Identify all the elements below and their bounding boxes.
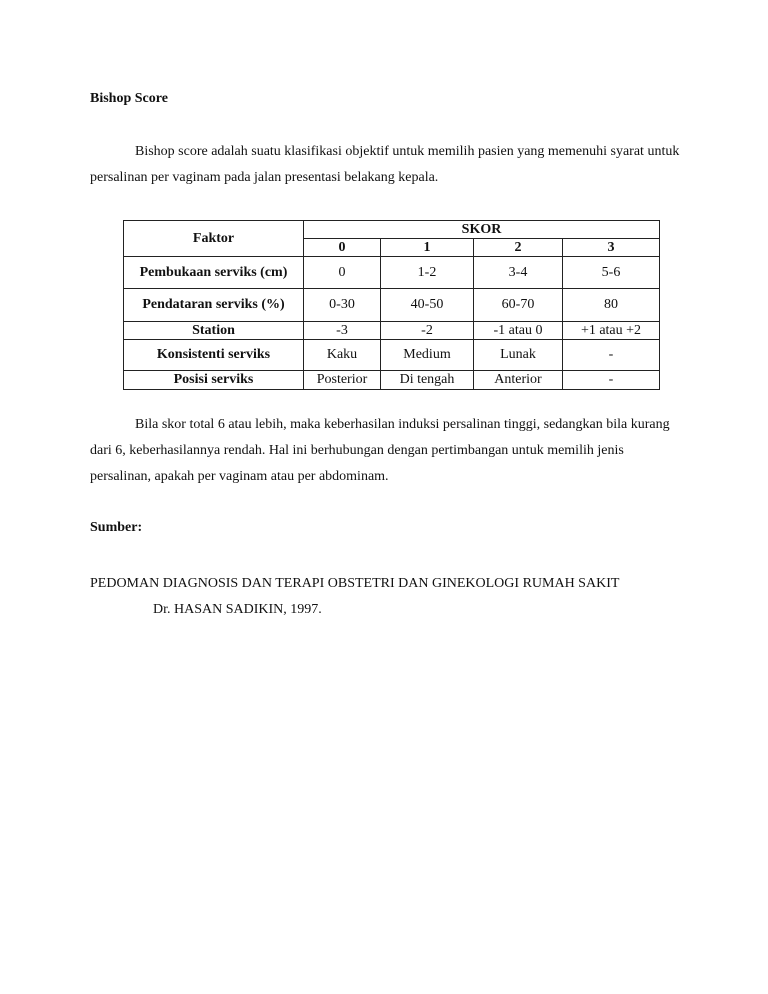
score-cell: Medium <box>381 340 474 371</box>
section-heading: Bishop Score <box>90 91 168 106</box>
table-row <box>124 340 660 371</box>
score-cell: +1 atau +2 <box>563 322 660 340</box>
score-cell: Lunak <box>474 340 563 371</box>
score-cell: 0 <box>304 257 381 289</box>
score-column-header: 0 <box>304 239 381 257</box>
score-cell: -3 <box>304 322 381 340</box>
score-cell: 80 <box>563 289 660 322</box>
factor-cell: Station <box>124 322 304 340</box>
score-cell: 60-70 <box>474 289 563 322</box>
score-cell: Kaku <box>304 340 381 371</box>
score-cell: Anterior <box>474 371 563 390</box>
factor-cell: Pembukaan serviks (cm) <box>124 257 304 289</box>
score-cell: - <box>563 340 660 371</box>
score-cell: 1-2 <box>381 257 474 289</box>
factor-cell: Posisi serviks <box>124 371 304 390</box>
table-header-row <box>124 221 660 239</box>
table-row <box>124 371 660 390</box>
citation-author: Dr. HASAN SADIKIN, 1997. <box>153 602 322 617</box>
score-header: SKOR <box>304 221 660 239</box>
intro-paragraph: Bishop score adalah suatu klasifikasi objektif untuk memilih pasien yang memenuhi syarat untuk persalinan per vaginam pada jalan presentasi belakang kepala. <box>90 144 680 185</box>
score-cell: -2 <box>381 322 474 340</box>
score-column-header: 2 <box>474 239 563 257</box>
table-row <box>124 322 660 340</box>
table-row <box>124 257 660 289</box>
score-cell: 0-30 <box>304 289 381 322</box>
score-cell: 3-4 <box>474 257 563 289</box>
table-row <box>124 289 660 322</box>
factor-cell: Konsistenti serviks <box>124 340 304 371</box>
score-column-header: 1 <box>381 239 474 257</box>
score-cell: Posterior <box>304 371 381 390</box>
score-column-header: 3 <box>563 239 660 257</box>
factor-header: Faktor <box>124 221 304 257</box>
bishop-score-table <box>123 220 660 390</box>
factor-cell: Pendataran serviks (%) <box>124 289 304 322</box>
score-cell: 5-6 <box>563 257 660 289</box>
sources-label: Sumber: <box>90 520 143 535</box>
score-cell: - <box>563 371 660 390</box>
citation <box>90 571 710 623</box>
score-cell: -1 atau 0 <box>474 322 563 340</box>
result-paragraph: Bila skor total 6 atau lebih, maka keberhasilan induksi persalinan tinggi, sedangkan bila kurang dari 6, keberhasilannya rendah. Hal ini berhubungan dengan pertimbangan untuk memilih jenis persalinan, apakah per vaginam atau per abdominam. <box>90 417 670 484</box>
score-cell: Di tengah <box>381 371 474 390</box>
score-cell: 40-50 <box>381 289 474 322</box>
citation-title: PEDOMAN DIAGNOSIS DAN TERAPI OBSTETRI DAN GINEKOLOGI RUMAH SAKIT <box>90 576 620 591</box>
